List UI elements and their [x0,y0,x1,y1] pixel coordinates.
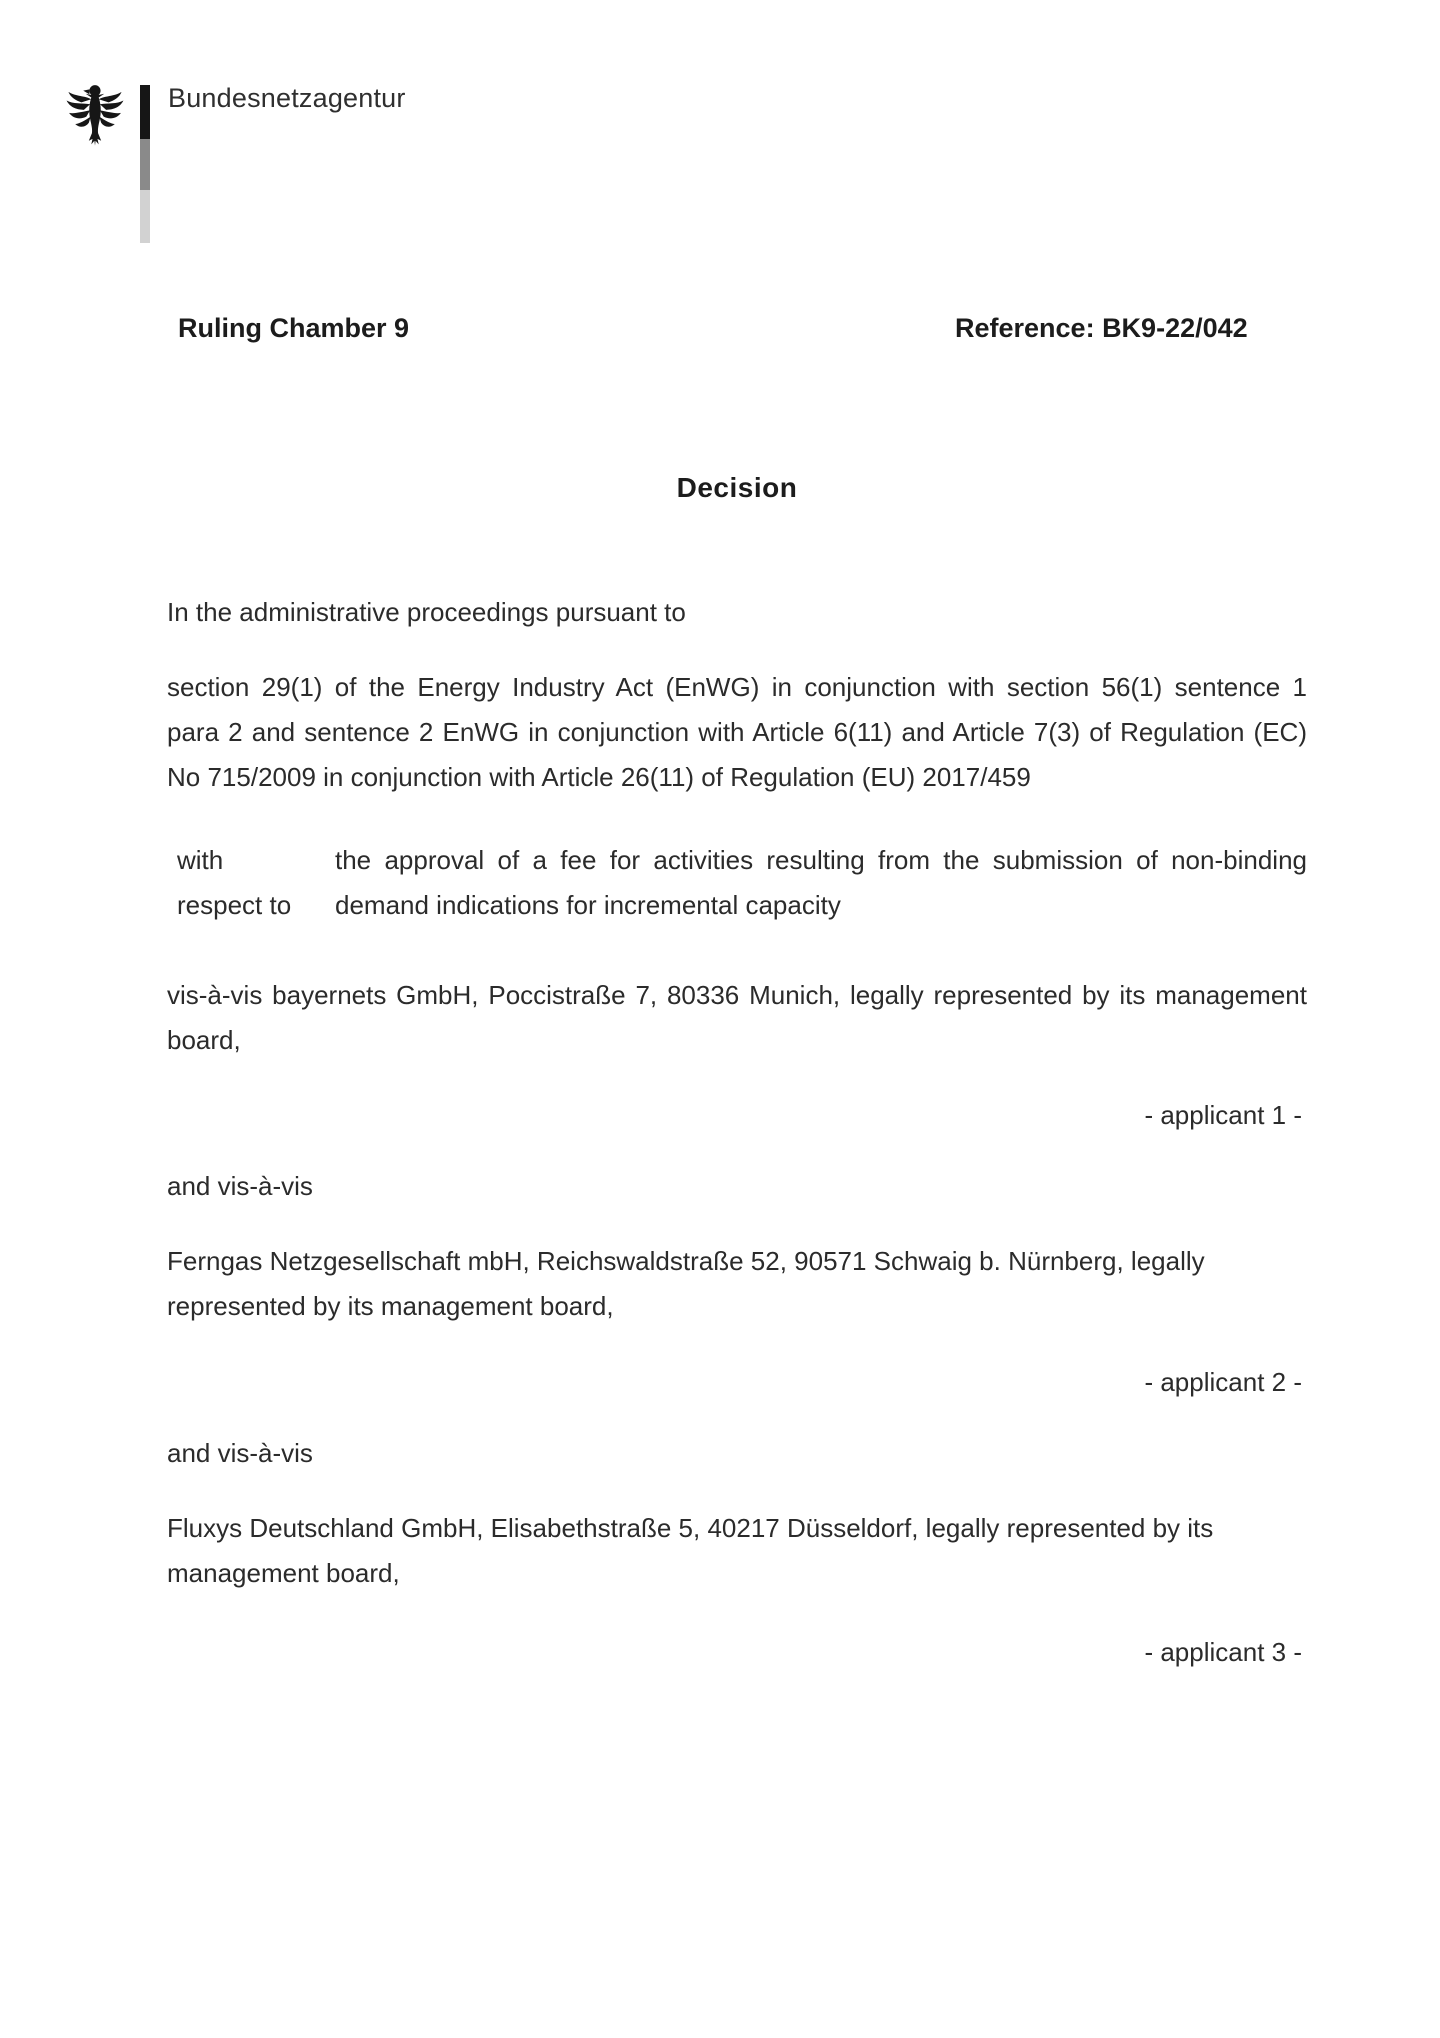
applicant3-line: management board, [167,1558,400,1588]
subject-text-line: demand indications for incremental capacity [335,890,841,920]
connector-line: and vis-à-vis [167,1438,313,1468]
agency-name: Bundesnetzagentur [168,83,406,113]
logo-color-bar [140,85,150,243]
applicant1-line: board, [167,1025,241,1055]
logo-bar-segment-gray [140,139,150,190]
applicant1-line: vis-à-vis bayernets GmbH, Poccistraße 7, 80336 Munich, legally represented by its management [167,980,1307,1010]
legal-basis-line: para 2 and sentence 2 EnWG in conjunction with Article 6(11) and Article 7(3) of Regulation (EC) [167,717,1307,747]
legal-basis-line: No 715/2009 in conjunction with Article 26(11) of Regulation (EU) 2017/459 [167,762,1031,792]
applicant2-tag: - applicant 2 - [1144,1367,1302,1397]
connector-line: and vis-à-vis [167,1171,313,1201]
applicant1-tag: - applicant 1 - [1144,1100,1302,1130]
decision-title: Decision [676,472,798,503]
applicant2-line: represented by its management board, [167,1291,614,1321]
federal-eagle-icon [64,82,126,150]
applicant3-tag: - applicant 3 - [1144,1637,1302,1667]
intro-line: In the administrative proceedings pursuant to [167,597,686,627]
chamber-label: Ruling Chamber 9 [178,313,410,343]
applicant2-line: Ferngas Netzgesellschaft mbH, Reichswaldstraße 52, 90571 Schwaig b. Nürnberg, legally [167,1246,1205,1276]
subject-label: with [177,845,224,875]
subject-text-line: the approval of a fee for activities resulting from the submission of non-binding [335,845,1307,875]
applicant3-line: Fluxys Deutschland GmbH, Elisabethstraße 5, 40217 Düsseldorf, legally represented by its [167,1513,1214,1543]
reference-label: Reference: BK9-22/042 [955,313,1248,343]
logo-bar-segment-black [140,85,150,139]
logo-bar-segment-lightgray [140,190,150,243]
legal-basis-line: section 29(1) of the Energy Industry Act (EnWG) in conjunction with section 56(1) sentence 1 [167,672,1307,702]
subject-label: respect to [177,890,292,920]
